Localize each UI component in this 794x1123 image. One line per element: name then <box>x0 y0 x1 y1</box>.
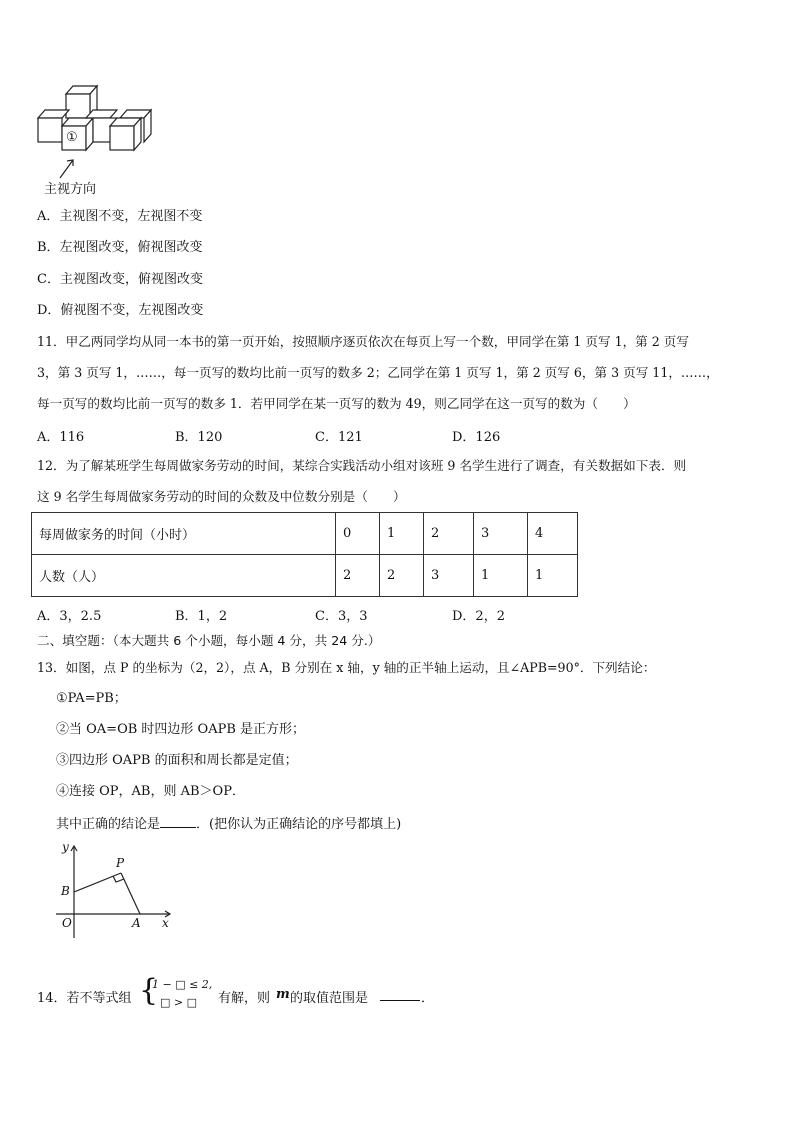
cube-marker: ① <box>66 130 78 145</box>
q11-option-c: C．121 <box>315 430 363 445</box>
point-label-p: P <box>116 856 125 870</box>
q12-option-d: D．2，2 <box>452 609 505 624</box>
q13-item-1: ①PA=PB； <box>56 691 127 706</box>
q13-answer-prefix: 其中正确的结论是 <box>56 817 161 832</box>
table-header-count: 人数（人） <box>32 555 336 597</box>
q12-option-a: A．3，2.5 <box>37 609 102 624</box>
q13-answer-line <box>56 815 401 834</box>
q11-options <box>37 426 737 444</box>
table-cell: 2 <box>424 513 474 555</box>
system-brace: { <box>139 973 159 1008</box>
q12-option-c: C．3，3 <box>315 609 368 624</box>
table-cell: 2 <box>380 555 424 597</box>
q11-option-d: D．126 <box>452 430 501 445</box>
q13-item-2: ②当 OA=OB 时四边形 OAPB 是正方形； <box>56 722 306 737</box>
axis-label-x: x <box>162 916 169 930</box>
cube-figure <box>34 80 164 200</box>
q14-end: ． <box>421 991 435 1006</box>
table-row <box>32 555 578 597</box>
q13-answer-blank <box>160 815 196 828</box>
q14-answer-blank <box>380 988 420 1001</box>
q13-answer-suffix: ．(把你认为正确结论的序号都填上) <box>196 817 402 832</box>
q12-line-1: 12．为了解某班学生每周做家务劳动的时间，某综合实践活动小组对该班 9 名学生进行了调查，有关数据如下表．则 <box>37 458 687 473</box>
cube-caption: 主视方向 <box>44 182 97 197</box>
table-cell: 0 <box>336 513 380 555</box>
q12-option-b: B．1，2 <box>175 609 228 624</box>
table-cell: 3 <box>474 513 528 555</box>
q11-line-2: 3，第 3 页写 1，……，每一页写的数均比前一页写的数多 2；乙同学在第 1 页写 1，第 2 页写 6，第 3 页写 11，……， <box>37 365 719 380</box>
q12-line-2: 这 9 名学生每周做家务劳动的时间的众数及中位数分别是（ ） <box>37 489 406 504</box>
table-cell: 3 <box>424 555 474 597</box>
table-cell: 4 <box>528 513 578 555</box>
q14-prefix: 14．若不等式组 <box>37 991 132 1006</box>
table-cell: 1 <box>528 555 578 597</box>
table-cell: 1 <box>474 555 528 597</box>
section-heading: 二、填空题：（本大题共 6 个小题，每小题 4 分，共 24 分.） <box>37 633 381 648</box>
table-cell: 1 <box>380 513 424 555</box>
q10-option-a: A．主视图不变，左视图不变 <box>37 209 203 224</box>
q12-data-table <box>31 512 578 597</box>
q14-line <box>37 973 737 1018</box>
q10-option-c: C．主视图改变，俯视图改变 <box>37 272 203 287</box>
q11-line-1: 11．甲乙两同学均从同一本书的第一页开始，按照顺序逐页依次在每页上写一个数，甲同学在第 1 页写 1，第 2 页写 <box>37 334 689 349</box>
q11-option-a: A．116 <box>37 430 85 445</box>
q10-option-b: B．左视图改变，俯视图改变 <box>37 240 203 255</box>
q12-options <box>37 605 737 623</box>
axis-label-y: y <box>62 840 69 854</box>
q14-var: m <box>276 987 290 1002</box>
q14-suffix: 的取值范围是 <box>290 991 369 1006</box>
q13-item-4: ④连接 OP，AB，则 AB＞OP． <box>56 784 245 799</box>
q10-option-d: D．俯视图不变，左视图改变 <box>37 303 204 318</box>
point-label-b: B <box>61 884 70 898</box>
system-line-1: 1 − □ ≤ 2, <box>152 978 213 991</box>
q13-figure <box>52 842 177 942</box>
q11-line-3: 每一页写的数均比前一页写的数多 1．若甲同学在某一页写的数为 49，则乙同学在这一页写的数为（ ） <box>37 396 636 411</box>
q14-middle: 有解，则 <box>218 991 271 1006</box>
cube-drawing <box>34 80 164 160</box>
q13-item-3: ③四边形 OAPB 的面积和周长都是定值； <box>56 753 298 768</box>
system-line-2: □ > □ <box>160 996 197 1009</box>
table-cell: 2 <box>336 555 380 597</box>
q13-stem: 13．如图，点 P 的坐标为（2，2），点 A，B 分别在 x 轴，y 轴的正半轴上运动，且∠APB=90°．下列结论： <box>37 660 656 675</box>
table-row <box>32 513 578 555</box>
table-header-time: 每周做家务的时间（小时） <box>32 513 336 555</box>
q11-option-b: B．120 <box>175 430 223 445</box>
point-label-o: O <box>62 916 72 930</box>
point-label-a: A <box>132 916 141 930</box>
